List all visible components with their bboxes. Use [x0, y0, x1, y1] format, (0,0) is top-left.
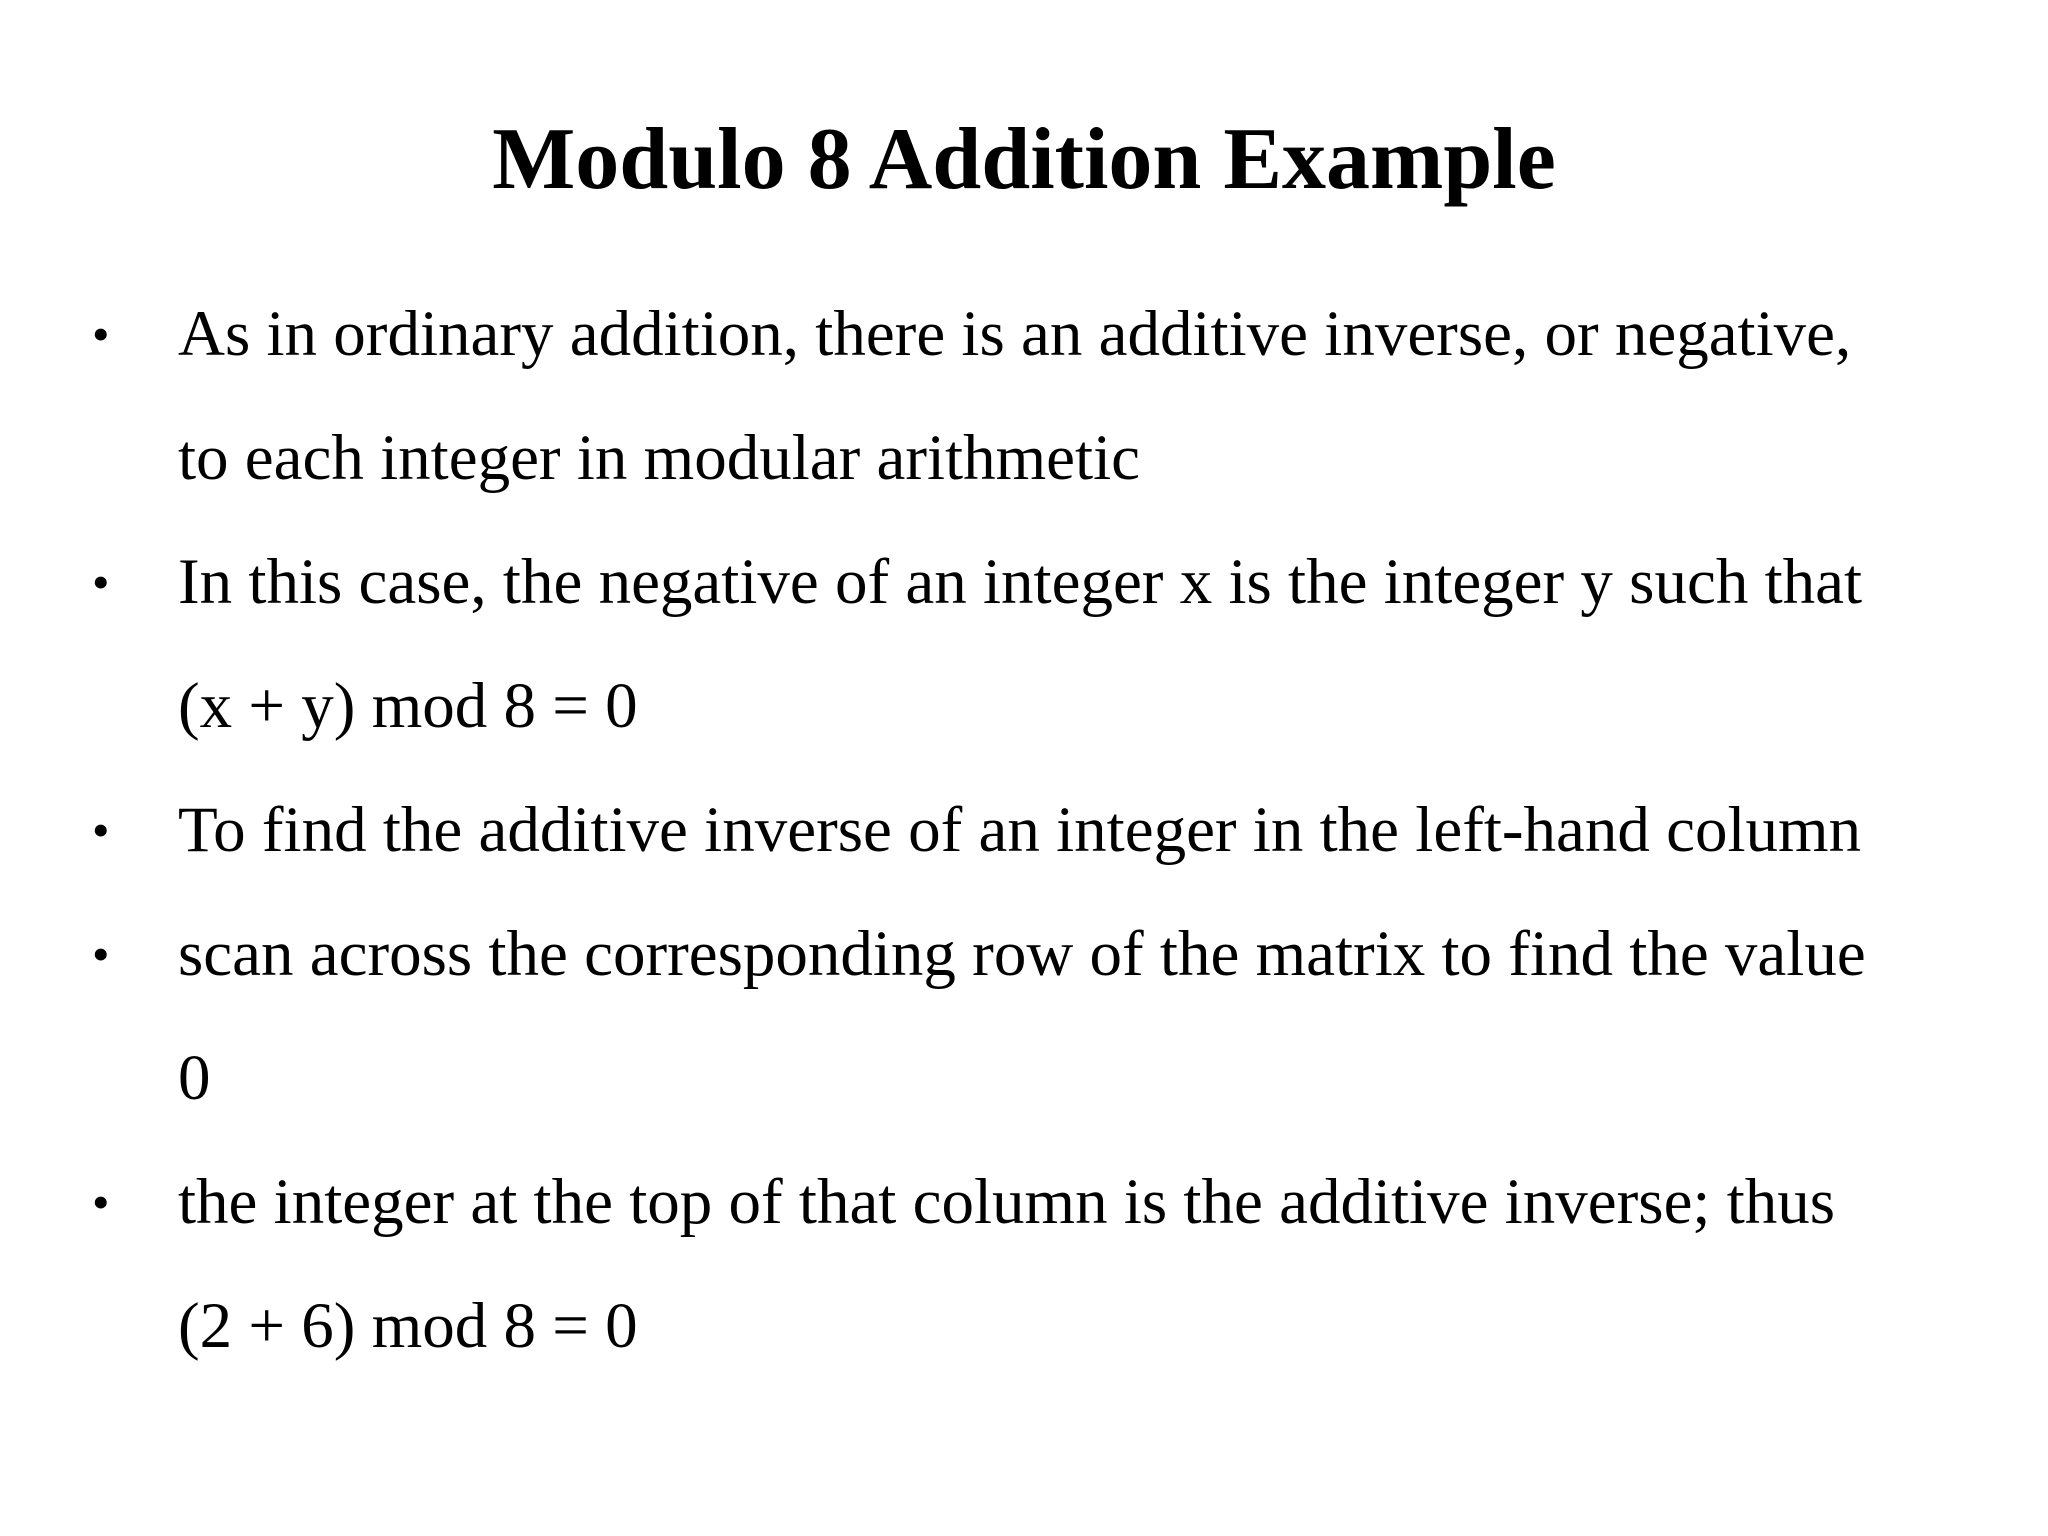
bullet-dot-icon: • — [92, 802, 110, 858]
bullet-dot-icon: • — [92, 926, 110, 982]
bullet-text-line: (x + y) mod 8 = 0 — [178, 670, 638, 742]
bullet-text-line: In this case, the negative of an integer x is the integer y such that — [178, 546, 1863, 618]
bullet-item — [0, 272, 2048, 520]
bullet-list — [0, 272, 2048, 1388]
bullet-text-line: (2 + 6) mod 8 = 0 — [178, 1290, 638, 1362]
bullet-item — [0, 1140, 2048, 1388]
bullet-text-line: As in ordinary addition, there is an additive inverse, or negative, — [178, 298, 1852, 370]
bullet-item — [0, 520, 2048, 768]
bullet-item — [0, 768, 2048, 892]
bullet-text-line: 0 — [178, 1042, 211, 1114]
bullet-text-line: the integer at the top of that column is the additive inverse; thus — [178, 1166, 1836, 1238]
bullet-dot-icon: • — [92, 1174, 110, 1230]
bullet-text-line: To find the additive inverse of an integer in the left-hand column — [178, 794, 1862, 866]
bullet-item — [0, 892, 2048, 1140]
slide-title: Modulo 8 Addition Example — [492, 111, 1556, 208]
bullet-text-line: scan across the corresponding row of the matrix to find the value — [178, 918, 1866, 990]
bullet-text-line: to each integer in modular arithmetic — [178, 422, 1140, 494]
bullet-dot-icon: • — [92, 554, 110, 610]
bullet-dot-icon: • — [92, 306, 110, 362]
